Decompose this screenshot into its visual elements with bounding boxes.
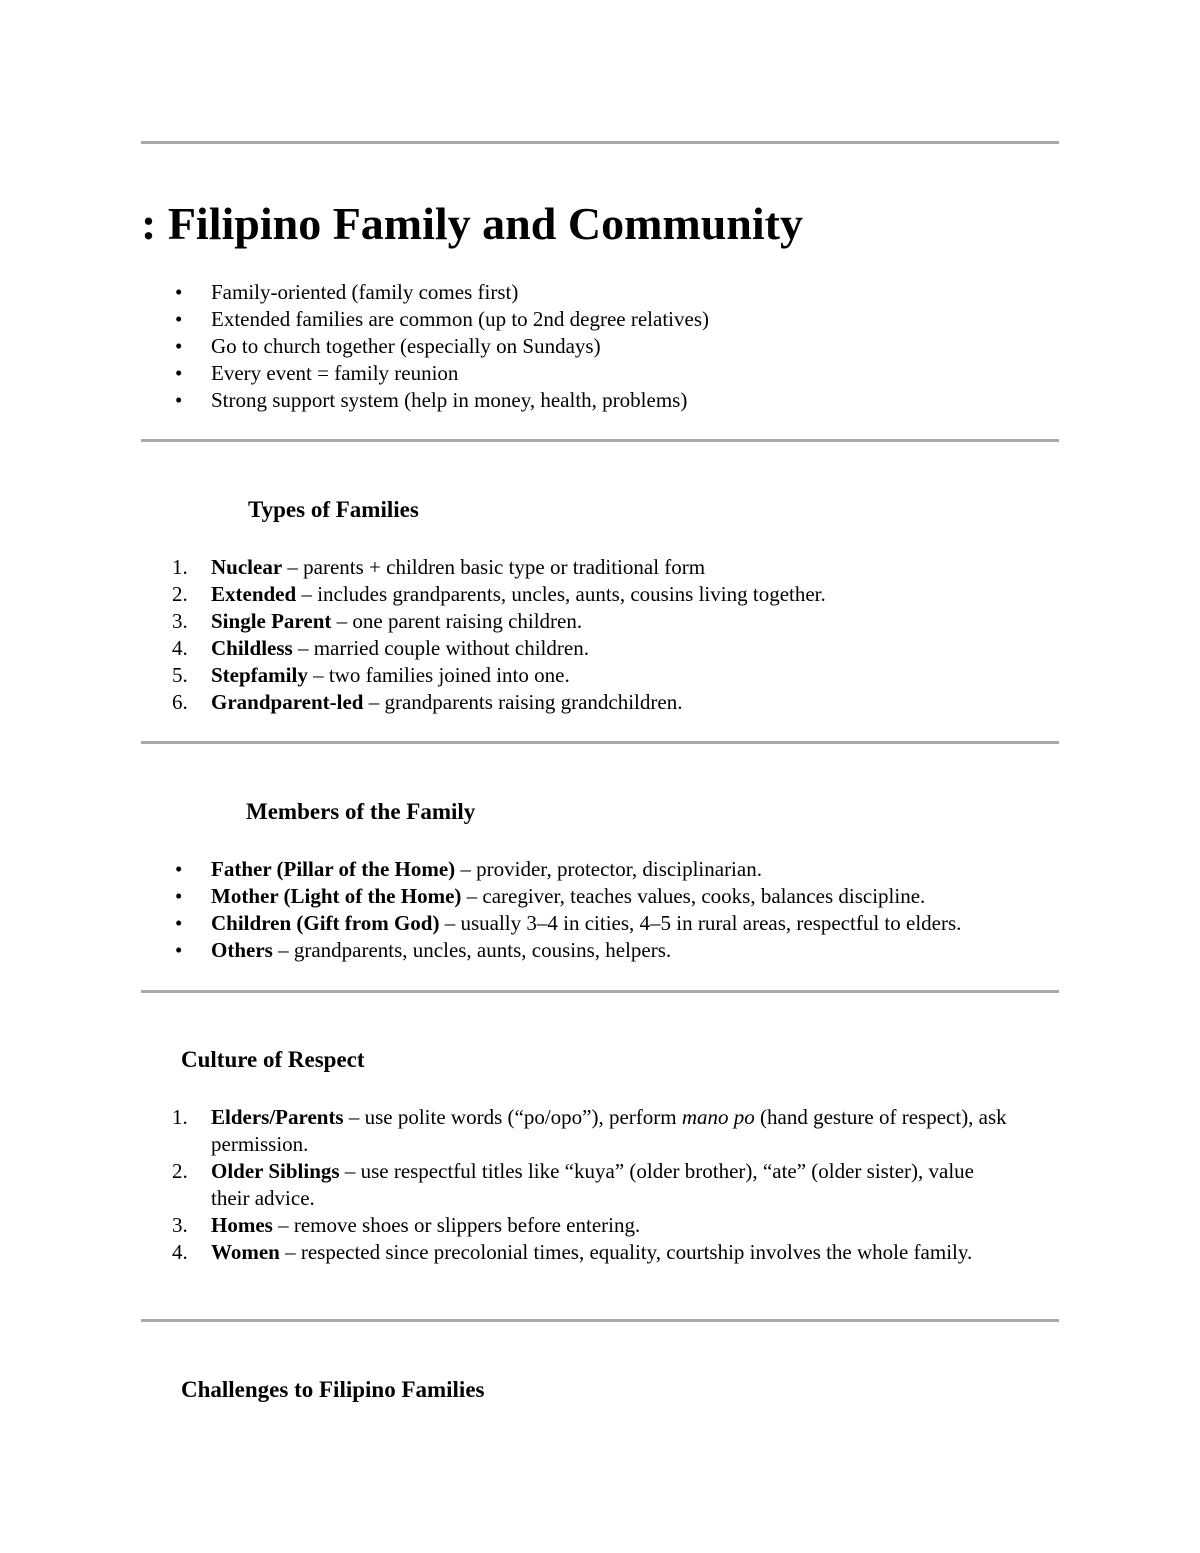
section-heading-respect: Culture of Respect [181, 1047, 365, 1072]
bullet-icon: • [175, 307, 183, 331]
divider [141, 990, 1059, 993]
list-item: • Others – grandparents, uncles, aunts, cousins, helpers. [175, 938, 672, 962]
list-item: • Mother (Light of the Home) – caregiver, teaches values, cooks, balances discipline. [175, 884, 926, 908]
list-item: • Family-oriented (family comes first) [175, 280, 519, 304]
list-item: • Strong support system (help in money, health, problems) [175, 388, 688, 412]
bullet-icon: • [175, 938, 183, 962]
bullet-icon: • [175, 884, 183, 908]
page-title: : Filipino Family and Community [141, 198, 803, 249]
list-item: 4. Women – respected since precolonial times, equality, courtship involves the whole family. [172, 1240, 973, 1264]
list-item: 3. Homes – remove shoes or slippers before entering. [172, 1213, 641, 1237]
list-item: • Go to church together (especially on Sundays) [175, 334, 601, 358]
list-item: 4. Childless – married couple without children. [172, 636, 589, 660]
list-item: 2. Extended – includes grandparents, uncles, aunts, cousins living together. [172, 582, 826, 606]
divider [141, 1319, 1059, 1322]
list-item: 5. Stepfamily – two families joined into one. [172, 663, 570, 687]
types-list [0, 554, 1080, 716]
intro-bullet-list [0, 279, 1080, 414]
list-item: • Father (Pillar of the Home) – provider, protector, disciplinarian. [175, 857, 762, 881]
list-item: • Every event = family reunion [175, 361, 459, 385]
divider [141, 141, 1059, 144]
divider [141, 741, 1059, 744]
list-item: 1. Elders/Parents – use polite words (“po/opo”), perform mano po (hand gesture of respect), ask permission. [172, 1105, 1007, 1156]
list-item: 1. Nuclear – parents + children basic type or traditional form [172, 555, 706, 579]
bullet-icon: • [175, 334, 183, 358]
list-item: 2. Older Siblings – use respectful titles like “kuya” (older brother), “ate” (older sister), value their advice. [172, 1159, 974, 1210]
section-heading-members: Members of the Family [246, 799, 476, 824]
respect-list [0, 1104, 1080, 1266]
list-item: • Extended families are common (up to 2nd degree relatives) [175, 307, 709, 331]
bullet-icon: • [175, 911, 183, 935]
list-item: • Children (Gift from God) – usually 3–4 in cities, 4–5 in rural areas, respectful to elders. [175, 911, 962, 935]
list-item: 3. Single Parent – one parent raising children. [172, 609, 583, 633]
section-heading-types: Types of Families [248, 497, 419, 522]
divider [141, 439, 1059, 442]
bullet-icon: • [175, 361, 183, 385]
bullet-icon: • [175, 388, 183, 412]
bullet-icon: • [175, 857, 183, 881]
members-list [0, 856, 1080, 964]
section-heading-challenges: Challenges to Filipino Families [181, 1377, 485, 1402]
list-item: 6. Grandparent-led – grandparents raising grandchildren. [172, 690, 683, 714]
bullet-icon: • [175, 280, 183, 304]
